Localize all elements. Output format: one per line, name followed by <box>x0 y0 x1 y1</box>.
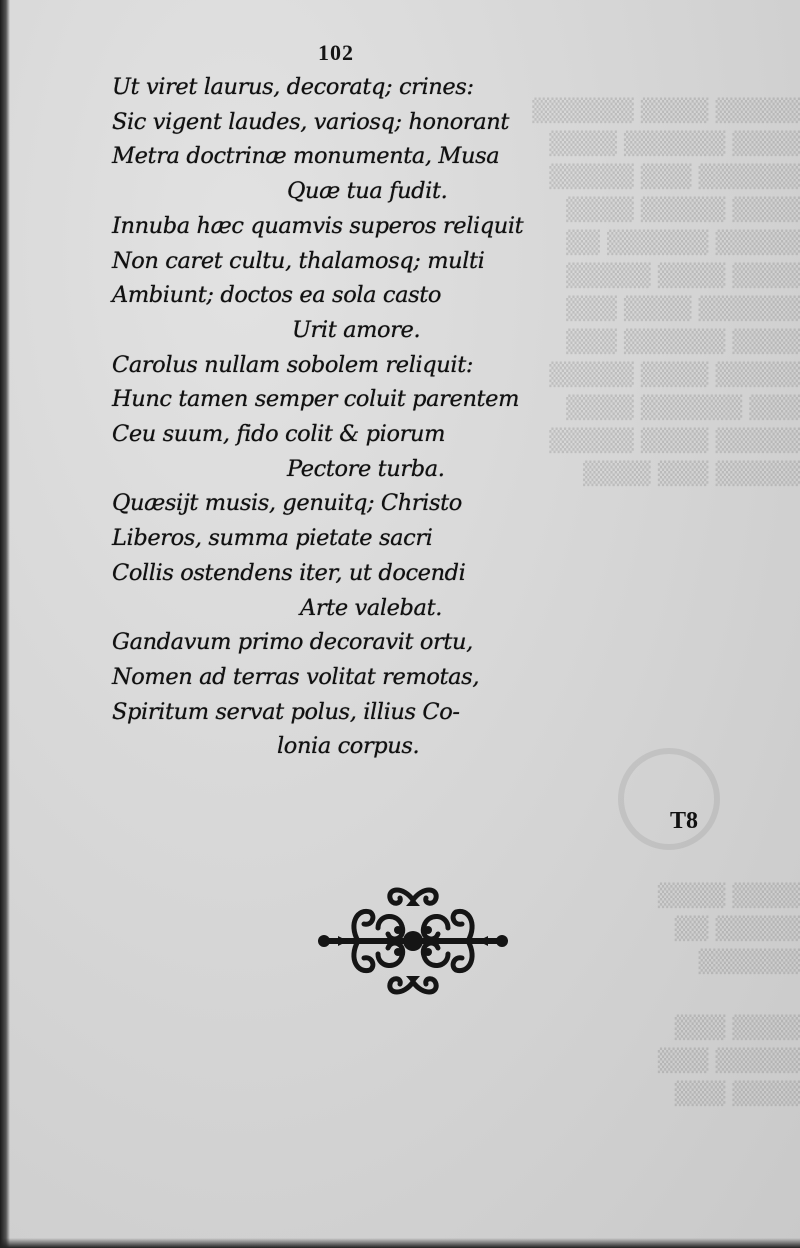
catchword: T8 <box>670 808 699 834</box>
poem-line: Ceu suum, fido colit & piorum <box>112 421 446 448</box>
poem-line: Quæ tua fudit. <box>287 178 448 205</box>
poem-line: Innuba hæc quamvis superos reliquit <box>112 212 524 239</box>
poem-line: Liberos, summa pietate sacri <box>112 525 433 552</box>
page-number: 102 <box>318 40 354 65</box>
poem-line: Quæsijt musis, genuitq; Christo <box>112 490 462 517</box>
poem-line: Ut viret laurus, decoratq; crines: <box>112 74 474 100</box>
bleed-through-initial <box>618 748 720 850</box>
poem-line: Metra doctrinæ monumenta, Musa <box>112 143 500 170</box>
poem-line: lonia corpus. <box>277 733 420 760</box>
poem-line: Spiritum servat polus, illius Co- <box>112 698 460 725</box>
poem-line: Ambiunt; doctos ea sola casto <box>112 282 442 309</box>
binding-edge <box>0 0 10 1248</box>
poem-line: Carolus nullam sobolem reliquit: <box>112 351 474 378</box>
poem-line: Sic vigent laudes, variosq; honorant <box>112 108 510 135</box>
poem-line: Non caret cultu, thalamosq; multi <box>112 247 485 274</box>
poem-line: Pectore turba. <box>287 455 445 482</box>
poem-line: Collis ostendens iter, ut docendi <box>112 559 466 586</box>
bleed-through-ghost: ▒▒▒▒▒ ▒▒▒▒ ▒▒▒▒▒▒ ▒▒▒▒ ▒▒▒▒▒▒ ▒▒▒▒ ▒▒▒▒▒▒ ▒▒▒ ▒▒▒▒▒ ▒▒▒▒ ▒▒▒▒▒ ▒▒▒▒ ▒▒▒▒▒ ▒▒▒▒▒▒ ▒▒ ▒▒▒▒ ▒▒▒▒ ▒▒▒▒▒ ▒▒▒▒▒▒ ▒▒▒▒ ▒▒▒ ▒▒▒▒ ▒▒▒▒▒▒ ▒▒▒ ▒▒▒▒▒ ▒▒▒▒ ▒▒▒▒▒ ▒▒▒ ▒▒▒▒▒▒ ▒▒▒▒ ▒▒▒▒▒ ▒▒▒▒ ▒▒▒▒▒ ▒▒▒▒▒ ▒▒▒ ▒▒▒▒ <box>532 99 800 487</box>
poem-line: Nomen ad terras volitat remotas, <box>112 663 480 690</box>
printers-ornament-icon <box>318 878 508 1004</box>
poem-line: Hunc tamen semper coluit parentem <box>112 386 520 413</box>
poem-text <box>112 70 572 764</box>
poem-line: Urit amore. <box>292 316 421 343</box>
bottom-edge <box>0 1238 800 1248</box>
bleed-through-ghost-lower: ▒▒▒▒ ▒▒▒▒ ▒▒▒▒▒ ▒▒ ▒▒▒▒▒▒ ▒▒▒▒ ▒▒▒ ▒▒▒▒▒ ▒▒▒ ▒▒▒▒ ▒▒▒ <box>657 884 800 1107</box>
poem-line: Gandavum primo decoravit ortu, <box>112 629 473 656</box>
poem-line: Arte valebat. <box>300 594 442 621</box>
